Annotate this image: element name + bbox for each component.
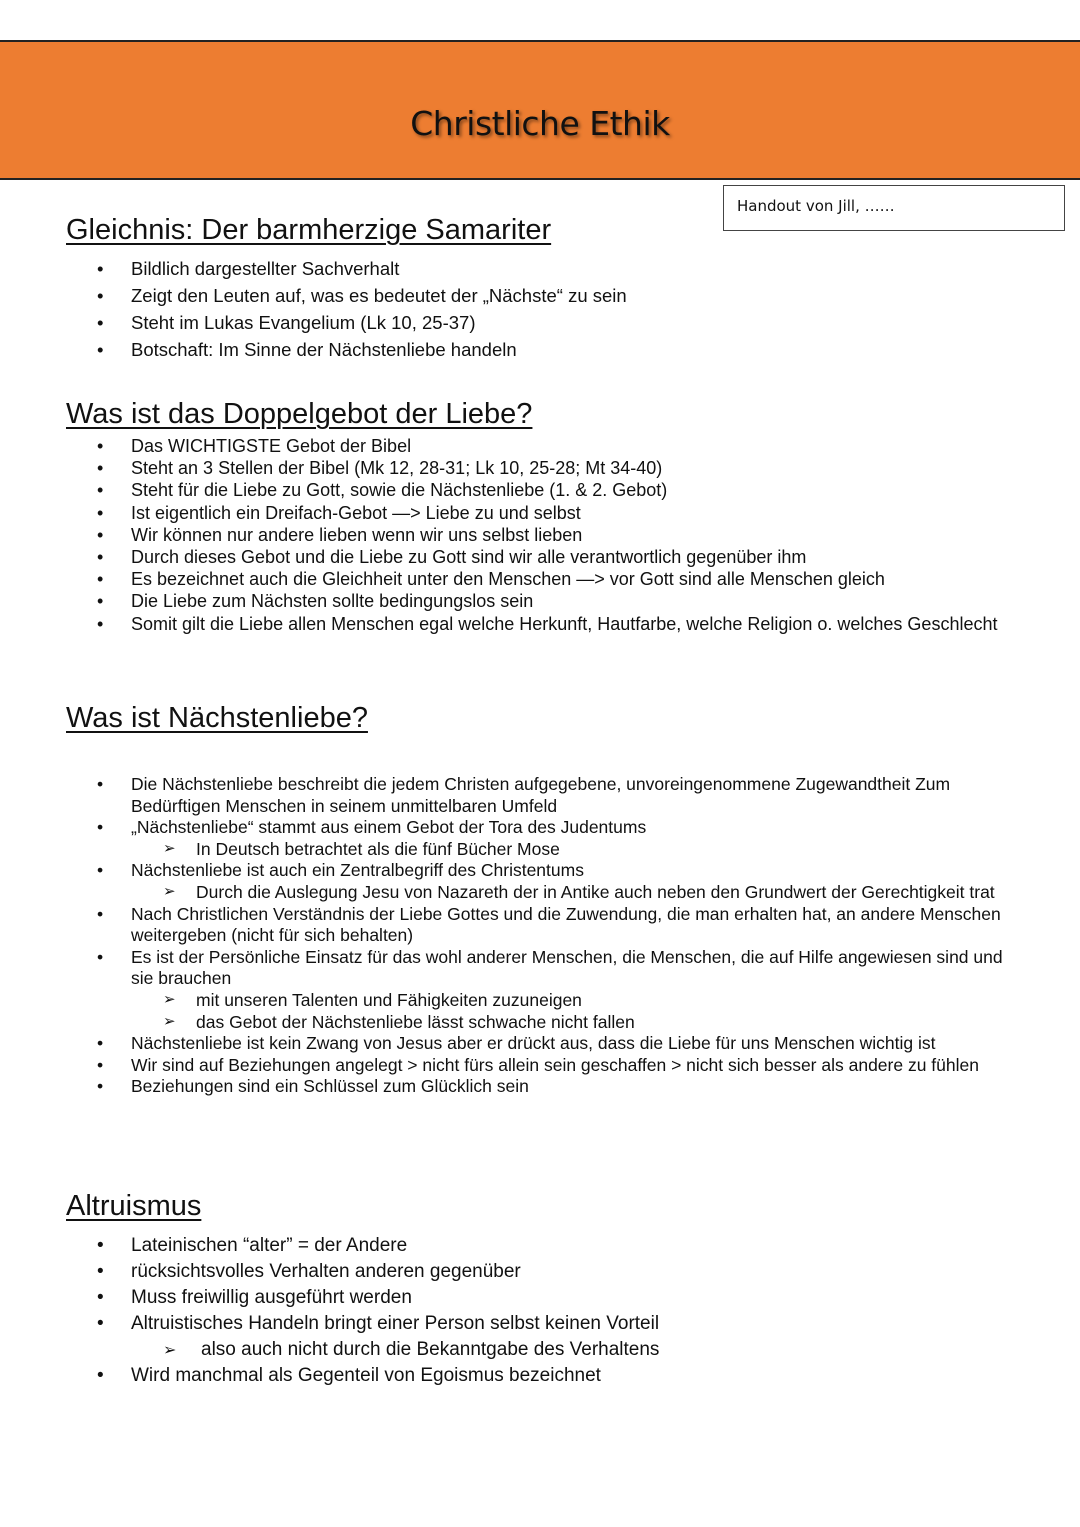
list-item: • Wird manchmal als Gegenteil von Egoismus bezeichnet: [66, 1363, 1026, 1389]
sub-list-item: ➢ also auch nicht durch die Bekanntgabe des Verhaltens: [66, 1337, 1026, 1363]
section-altruismus: [66, 1190, 1026, 1389]
list-item: • rücksichtsvolles Verhalten anderen gegenüber: [66, 1259, 1026, 1285]
list-item: • Bildlich dargestellter Sachverhalt: [66, 255, 1026, 282]
list-item: • Lateinischen “alter” = der Andere: [66, 1233, 1026, 1259]
sub-list-item: ➢ Durch die Auslegung Jesu von Nazareth der in Antike auch neben den Grundwert der Gerechtigkeit trat: [66, 882, 1026, 904]
list-item: • Steht an 3 Stellen der Bibel (Mk 12, 28-31; Lk 10, 25-28; Mt 34-40): [66, 457, 1026, 479]
bullet-list: [66, 435, 1026, 635]
list-item: • Steht im Lukas Evangelium (Lk 10, 25-37): [66, 309, 1026, 336]
list-item: • Die Nächstenliebe beschreibt die jedem Christen aufgegebene, unvoreingenommene Zugewandtheit Zum Bedürftigen Menschen in seinem unmittelbaren Umfeld: [66, 774, 1026, 817]
bullet-list: [66, 1233, 1026, 1389]
sub-list-item: ➢ In Deutsch betrachtet als die fünf Bücher Mose: [66, 839, 1026, 861]
list-item: • Das WICHTIGSTE Gebot der Bibel: [66, 435, 1026, 457]
section-heading: Gleichnis: Der barmherzige Samariter: [66, 214, 552, 246]
section-naechstenliebe: [66, 702, 1026, 1098]
list-item: • Wir sind auf Beziehungen angelegt > nicht fürs allein sein geschaffen > nicht sich besser als andere zu fühlen: [66, 1055, 1026, 1077]
list-item: • Steht für die Liebe zu Gott, sowie die Nächstenliebe (1. & 2. Gebot): [66, 479, 1026, 501]
list-item: • Botschaft: Im Sinne der Nächstenliebe handeln: [66, 336, 1026, 363]
list-item: • Es ist der Persönliche Einsatz für das wohl anderer Menschen, die Menschen, die auf Hilfe angewiesen sind und sie brauchen: [66, 947, 1026, 990]
sub-list-item: ➢ das Gebot der Nächstenliebe lässt schwache nicht fallen: [66, 1012, 1026, 1034]
list-item: • Es bezeichnet auch die Gleichheit unter den Menschen —> vor Gott sind alle Menschen gleich: [66, 568, 1026, 590]
list-item: • Zeigt den Leuten auf, was es bedeutet der „Nächste“ zu sein: [66, 282, 1026, 309]
title-banner: [0, 40, 1080, 180]
section-heading: Was ist Nächstenliebe?: [66, 702, 368, 734]
list-item: • Ist eigentlich ein Dreifach-Gebot —> Liebe zu und selbst: [66, 502, 1026, 524]
list-item: • Wir können nur andere lieben wenn wir uns selbst lieben: [66, 524, 1026, 546]
list-item: • Nächstenliebe ist auch ein Zentralbegriff des Christentums: [66, 860, 1026, 882]
list-item: • Nach Christlichen Verständnis der Liebe Gottes und die Zuwendung, die man erhalten hat, an andere Menschen weitergeben (nicht für sich behalten): [66, 904, 1026, 947]
bullet-list: [66, 774, 1026, 1098]
section-heading: Was ist das Doppelgebot der Liebe?: [66, 398, 533, 430]
bullet-list: [66, 255, 1026, 363]
section-samariter: [66, 214, 1026, 363]
list-item: • Beziehungen sind ein Schlüssel zum Glücklich sein: [66, 1076, 1026, 1098]
list-item: • Somit gilt die Liebe allen Menschen egal welche Herkunft, Hautfarbe, welche Religion o. welches Geschlecht: [66, 613, 1026, 635]
section-heading: Altruismus: [66, 1190, 202, 1222]
handout-box: Handout von Jill, ……: [723, 185, 1065, 231]
list-item: • „Nächstenliebe“ stammt aus einem Gebot der Tora des Judentums: [66, 817, 1026, 839]
list-item: • Die Liebe zum Nächsten sollte bedingungslos sein: [66, 590, 1026, 612]
list-item: • Muss freiwillig ausgeführt werden: [66, 1285, 1026, 1311]
page-title: Christliche Ethik: [410, 104, 670, 143]
list-item: • Durch dieses Gebot und die Liebe zu Gott sind wir alle verantwortlich gegenüber ihm: [66, 546, 1026, 568]
sub-list-item: ➢ mit unseren Talenten und Fähigkeiten zuzuneigen: [66, 990, 1026, 1012]
list-item: • Altruistisches Handeln bringt einer Person selbst keinen Vorteil: [66, 1311, 1026, 1337]
list-item: • Nächstenliebe ist kein Zwang von Jesus aber er drückt aus, dass die Liebe für uns Menschen wichtig ist: [66, 1033, 1026, 1055]
section-doppelgebot: [66, 398, 1026, 635]
